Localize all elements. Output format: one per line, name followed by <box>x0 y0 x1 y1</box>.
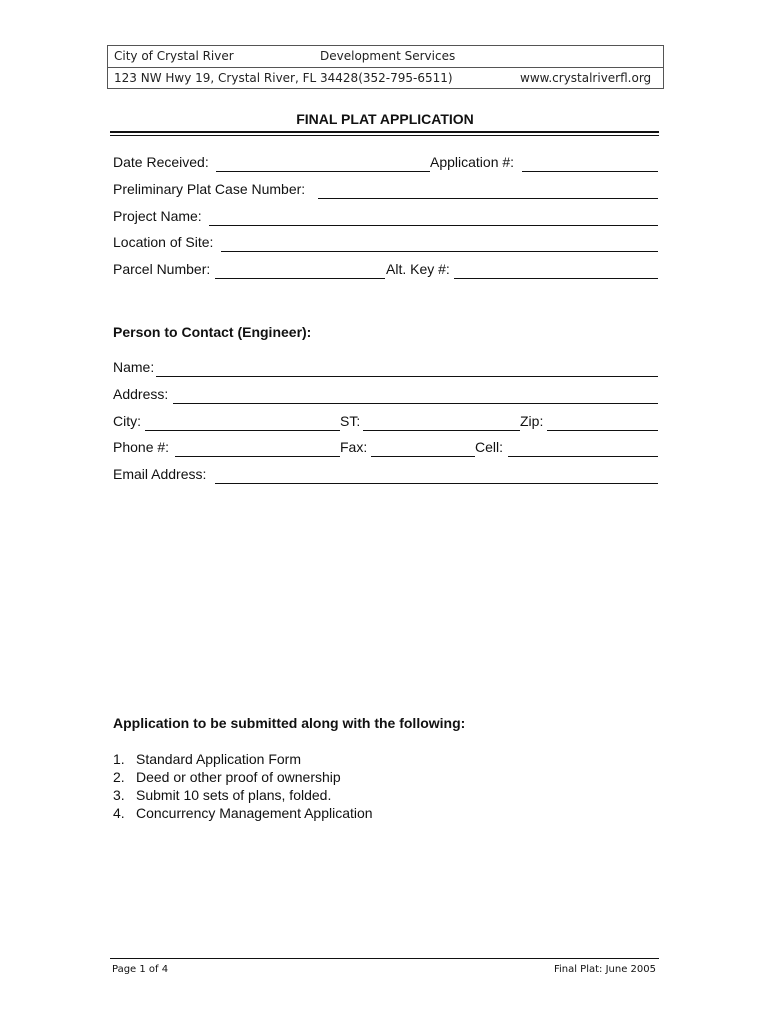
letterhead-row-2 <box>108 68 663 89</box>
footer-rule <box>110 958 659 959</box>
list-item: 3. Submit 10 sets of plans, folded. <box>113 787 332 803</box>
contact-email-label: Email Address: <box>113 466 207 482</box>
application-number-field[interactable] <box>522 171 658 172</box>
row-contact-email <box>113 466 658 486</box>
date-received-label: Date Received: <box>113 154 209 170</box>
contact-address-label: Address: <box>113 386 169 402</box>
contact-phone-label: Phone #: <box>113 439 170 455</box>
list-item: 2. Deed or other proof of ownership <box>113 769 341 785</box>
city-website[interactable]: www.crystalriverfl.org <box>520 71 652 85</box>
preliminary-case-label: Preliminary Plat Case Number: <box>113 181 306 197</box>
contact-phone-field[interactable] <box>175 456 340 457</box>
contact-zip-field[interactable] <box>547 430 658 431</box>
page-title: FINAL PLAT APPLICATION <box>296 111 474 127</box>
row-contact-name <box>113 359 658 379</box>
alt-key-label: Alt. Key #: <box>386 261 450 277</box>
row-parcel <box>113 261 658 281</box>
row-location <box>113 234 658 254</box>
contact-email-field[interactable] <box>215 483 658 484</box>
city-address: 123 NW Hwy 19, Crystal River, FL 34428(352-795-6511) <box>114 71 453 85</box>
contact-fax-field[interactable] <box>371 456 475 457</box>
letterhead-row-1 <box>108 46 663 68</box>
contact-zip-label: Zip: <box>520 413 544 429</box>
contact-city-field[interactable] <box>145 430 340 431</box>
contact-st-field[interactable] <box>363 430 520 431</box>
preliminary-case-field[interactable] <box>318 198 658 199</box>
contact-name-label: Name: <box>113 359 155 375</box>
parcel-number-field[interactable] <box>215 278 385 279</box>
contact-heading: Person to Contact (Engineer): <box>113 324 312 340</box>
contact-name-field[interactable] <box>156 376 658 377</box>
location-field[interactable] <box>221 251 658 252</box>
submission-list <box>113 751 373 823</box>
document-version: Final Plat: June 2005 <box>553 964 656 975</box>
city-name: City of Crystal River <box>114 49 234 63</box>
contact-city-label: City: <box>113 413 141 429</box>
location-label: Location of Site: <box>113 234 214 250</box>
contact-address-field[interactable] <box>173 403 658 404</box>
parcel-number-label: Parcel Number: <box>113 261 211 277</box>
page-number: Page 1 of 4 <box>112 964 169 975</box>
title-rule-thin <box>110 135 659 136</box>
title-rule-thick <box>110 131 659 133</box>
department-name: Development Services <box>320 49 456 63</box>
alt-key-field[interactable] <box>454 278 658 279</box>
date-received-field[interactable] <box>216 171 430 172</box>
submission-heading: Application to be submitted along with the following: <box>113 715 466 731</box>
contact-st-label: ST: <box>340 413 361 429</box>
project-name-field[interactable] <box>209 225 658 226</box>
application-number-label: Application #: <box>430 154 515 170</box>
row-contact-phone <box>113 439 658 459</box>
contact-cell-label: Cell: <box>475 439 504 455</box>
list-item: 1. Standard Application Form <box>113 751 301 767</box>
row-date-application <box>113 154 658 174</box>
letterhead <box>107 45 664 89</box>
row-contact-address <box>113 386 658 406</box>
row-contact-city <box>113 413 658 433</box>
list-item: 4. Concurrency Management Application <box>113 805 373 821</box>
contact-fax-label: Fax: <box>340 439 368 455</box>
row-project-name <box>113 208 658 228</box>
row-preliminary-case <box>113 181 658 201</box>
contact-cell-field[interactable] <box>508 456 658 457</box>
project-name-label: Project Name: <box>113 208 202 224</box>
